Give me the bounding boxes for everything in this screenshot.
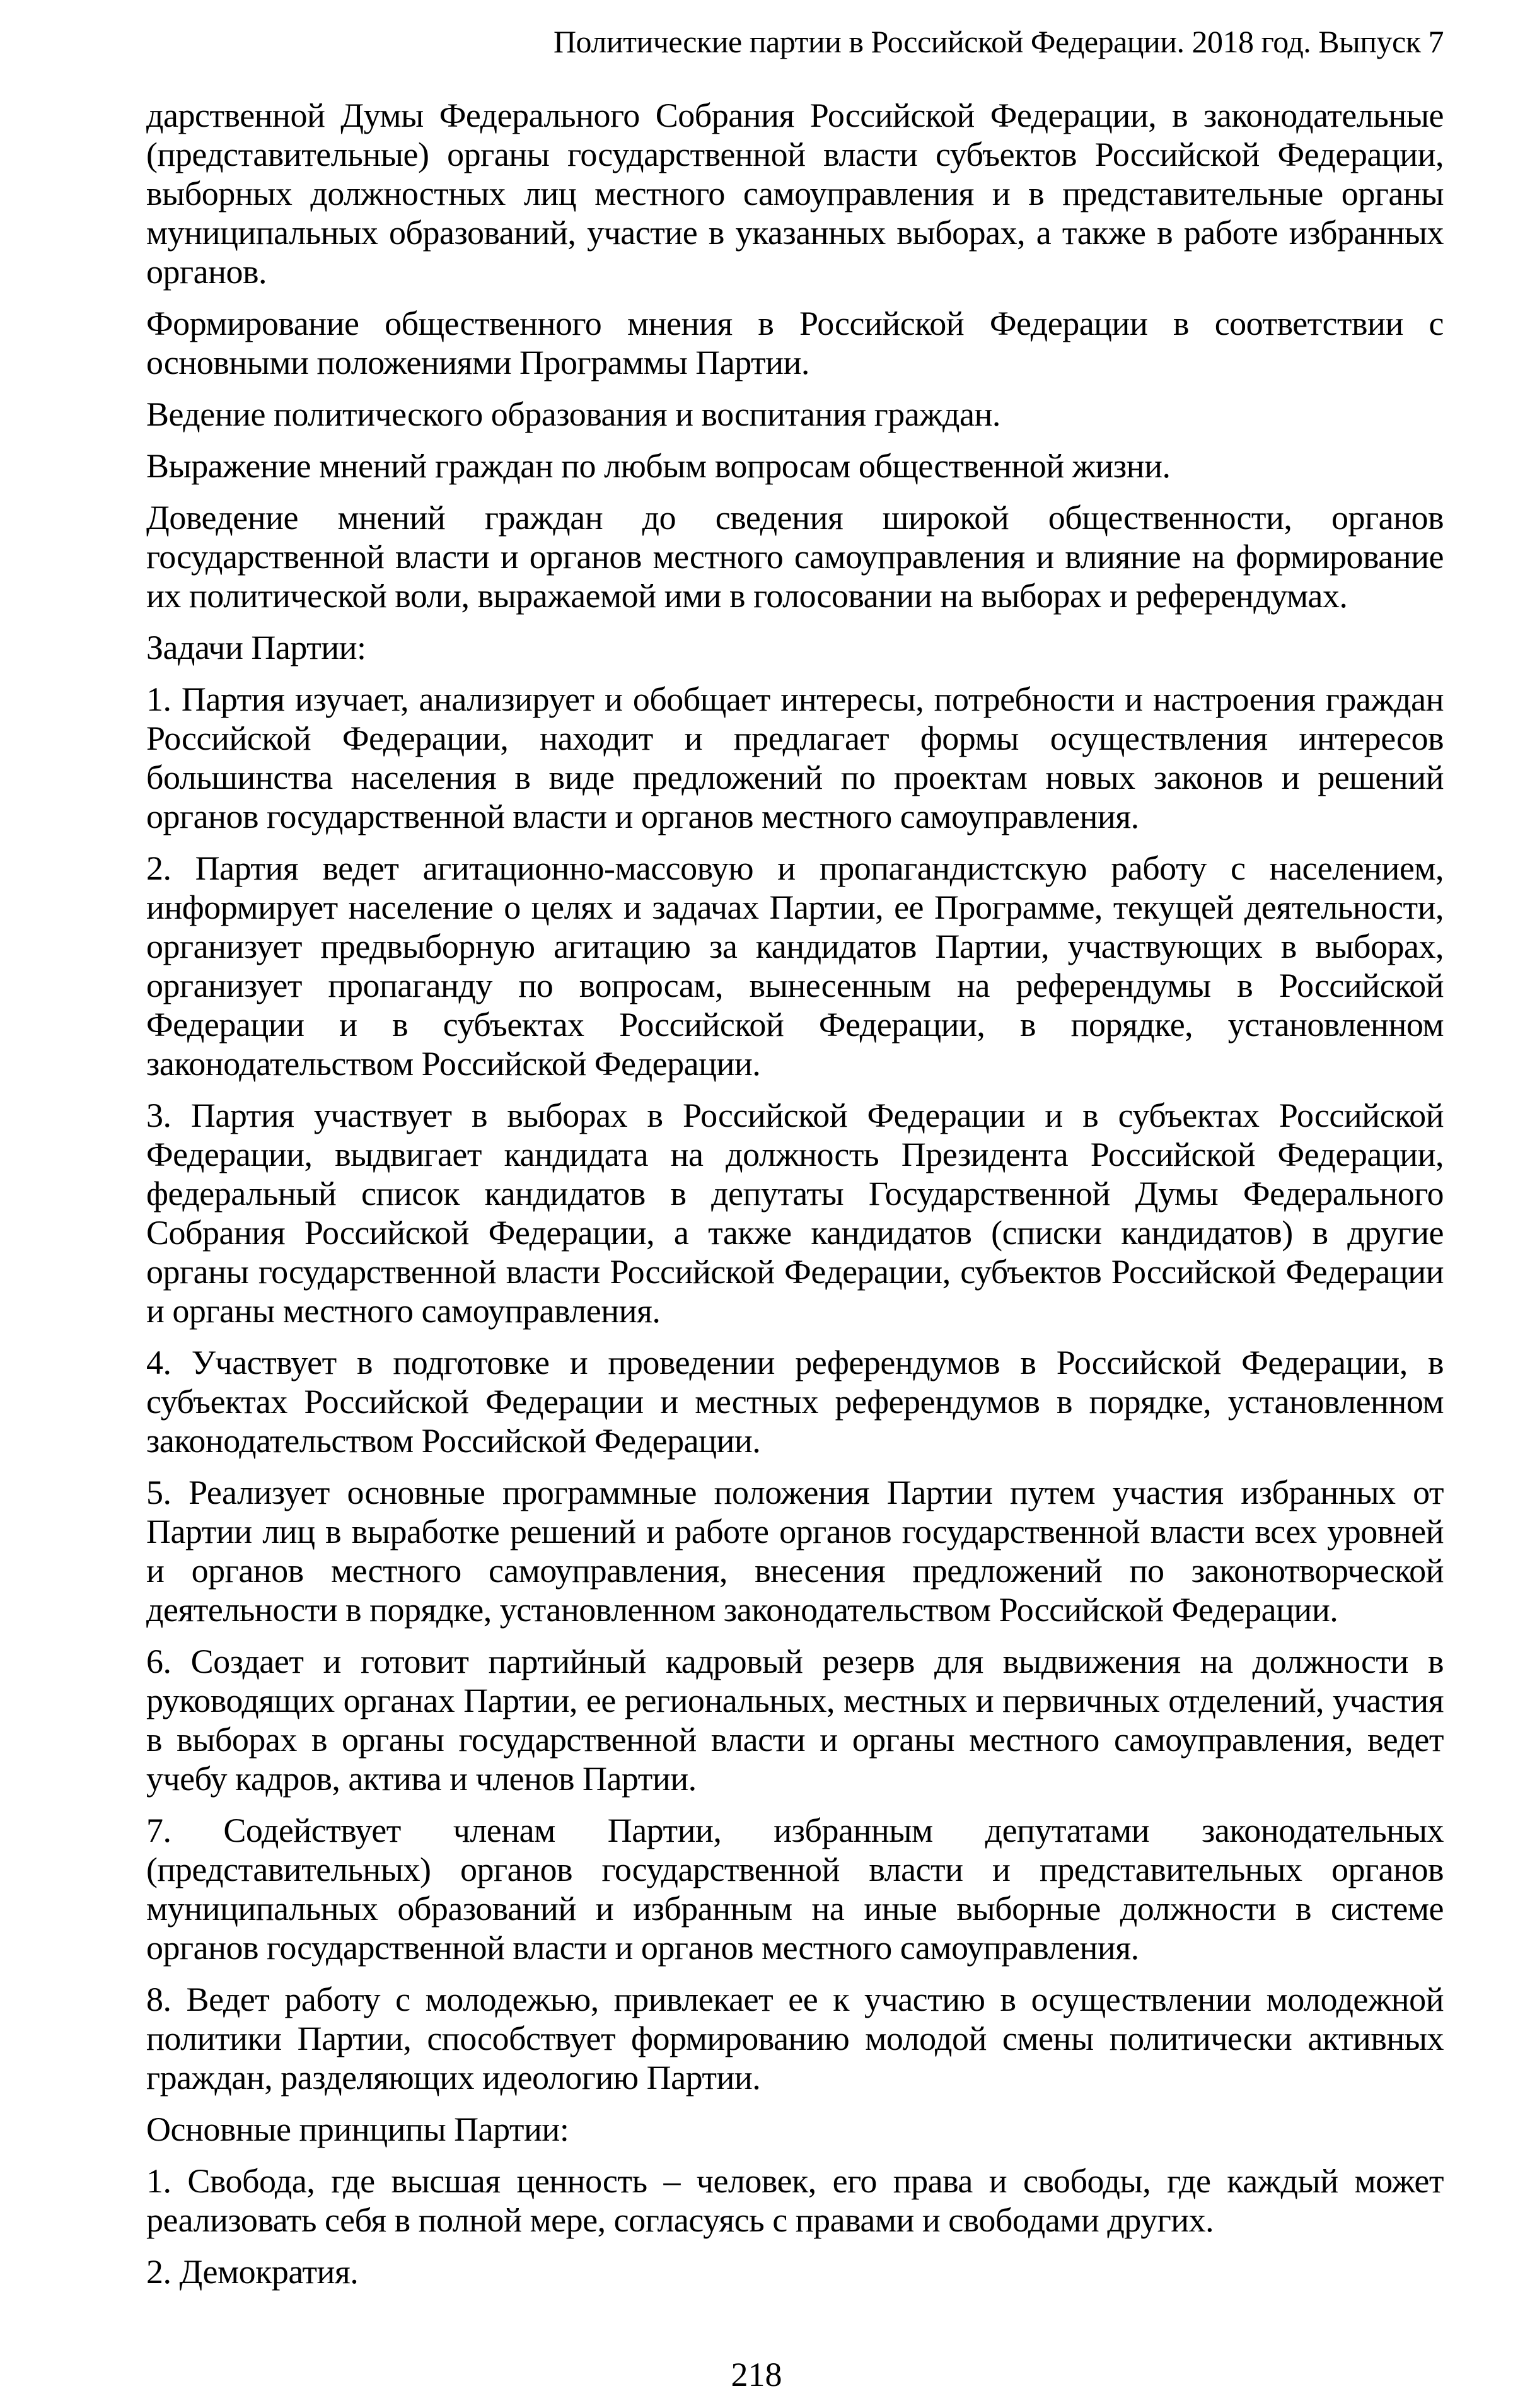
paragraph: 8. Ведет работу с молодежью, привлекает ее к участию в осуществлении молодежной политики Партии, способствует формированию молодой смены политически активных граждан, разделяющих идеологию Партии. [146,1980,1444,2097]
paragraph: 6. Создает и готовит партийный кадровый резерв для выдвижения на должности в руководящих органах Партии, ее региональных, местных и первичных отделений, участия в выборах в органы государственной власти и органы местного самоуправления, ведет учебу кадров, актива и членов Партии. [146,1643,1444,1798]
paragraph: 2. Демократия. [146,2253,359,2291]
page-number: 218 [731,2356,782,2393]
paragraph: Выражение мнений граждан по любым вопросам общественной жизни. [146,447,1171,485]
paragraph: Доведение мнений граждан до сведения широкой общественности, органов государственной власти и органов местного самоуправления и влияние на формирование их политической воли, выражаемой ими в голосовании на выборах и референдумах. [146,499,1444,615]
paragraph: Формирование общественного мнения в Российской Федерации в соответствии с основными положениями Программы Партии. [146,305,1444,381]
paragraph: 7. Содействует членам Партии, избранным депутатами законодательных (представительных) органов государственной власти и представительных органов муниципальных образований и избранным на иные выборные должности в системе органов государственной власти и органов местного самоуправления. [146,1812,1444,1967]
paragraph: Ведение политического образования и воспитания граждан. [146,395,1000,433]
paragraph: Основные принципы Партии: [146,2110,569,2148]
paragraph: 1. Партия изучает, анализирует и обобщает интересы, потребности и настроения граждан Российской Федерации, находит и предлагает формы осуществления интересов большинства населения в виде предложений по проектам новых законов и решений органов государственной власти и органов местного самоуправления. [146,680,1444,835]
paragraph: 4. Участвует в подготовке и проведении референдумов в Российской Федерации, в субъектах Российской Федерации и местных референдумов в порядке, установленном законодательством Российской Федерации. [146,1344,1444,1460]
paragraph: 5. Реализует основные программные положения Партии путем участия избранных от Партии лиц в выработке решений и работе органов государственной власти всех уровней и органов местного самоуправления, внесения предложений по законотворческой деятельности в порядке, установленном законодательством Российской Федерации. [146,1474,1444,1629]
document-body [146,96,1444,2304]
paragraph: 1. Свобода, где высшая ценность – человек, его права и свободы, где каждый может реализовать себя в полной мере, согласуясь с правами и свободами других. [146,2162,1444,2239]
paragraph: дарственной Думы Федерального Собрания Российской Федерации, в законодательные (представительные) органы государственной власти субъектов Российской Федерации, выборных должностных лиц местного самоуправления и в представительные органы муниципальных образований, участие в указанных выборах, а также в работе избранных органов. [146,96,1444,291]
paragraph: Задачи Партии: [146,629,366,666]
paragraph: 3. Партия участвует в выборах в Российской Федерации и в субъектах Российской Федерации, выдвигает кандидата на должность Президента Российской Федерации, федеральный список кандидатов в депутаты Государственной Думы Федерального Собрания Российской Федерации, а также кандидатов (списки кандидатов) в другие органы государственной власти Российской Федерации, субъектов Российской Федерации и органы местного самоуправления. [146,1096,1444,1330]
paragraph: 2. Партия ведет агитационно-массовую и пропагандистскую работу с населением, информирует население о целях и задачах Партии, ее Программе, текущей деятельности, организует предвыборную агитацию за кандидатов Партии, участвующих в выборах, организует пропаганду по вопросам, вынесенным на референдумы в Российской Федерации и в субъектах Российской Федерации, в порядке, установленном законодательством Российской Федерации. [146,849,1444,1083]
running-header: Политические партии в Российской Федерации. 2018 год. Выпуск 7 [553,24,1444,59]
